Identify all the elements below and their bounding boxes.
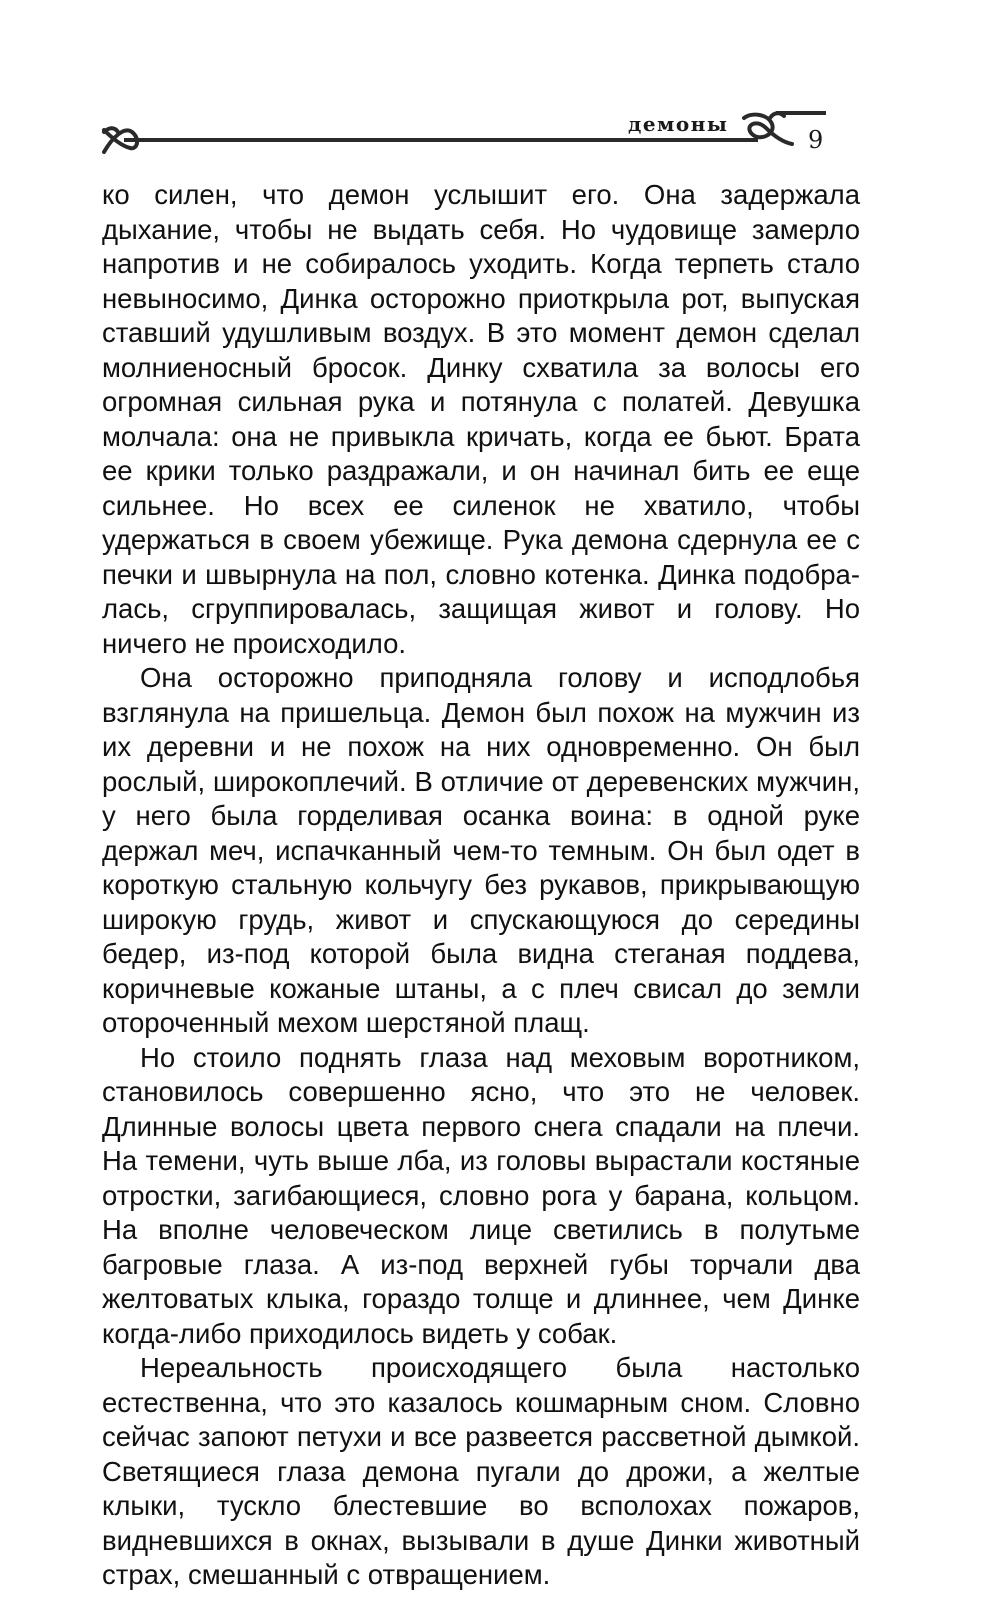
running-head — [0, 0, 1000, 180]
page-number: 9 — [808, 126, 824, 154]
paragraph-continued: ко силен, что демон услышит его. Она задержала дыхание, чтобы не выдать себя. Но чудовище замерло напротив и не собиралось уходить. Когда терпеть стало невыносимо, Динка осторожно приоткрыла рот, выпуская ставший удушливым воздух. В это момент демон сделал молниеносный бросок. Динку схватила за волосы его огромная сильная рука и потянула с полатей. Девушка молчала: она не привыкла кричать, когда ее бьют. Брата ее крики только раздражали, и он начинал бить ее еще сильнее. Но всех ее силенок не хватило, чтобы удержаться в своем убежище. Рука демона сдернула ее с печки и швырнула на пол, словно котенка. Динка подобралась, сгруппировалась, защищая живот и голову. Но ничего не происходило. — [102, 179, 860, 659]
header-ornament — [0, 0, 1000, 180]
paragraph: Нереальность происходящего была настолько естественна, что это казалось кошмарным сном. Словно сейчас запоют петухи и все развеется рассветной дымкой. Светящиеся глаза демона пугали до дрожи, а желтые клыки, тускло блестевшие во всполохах пожаров, видневшихся в окнах, вызывали в душе Динки животный страх, смешанный с отвращением. — [102, 1352, 860, 1590]
paragraph: Она осторожно приподняла голову и исподлобья взглянула на пришельца. Демон был похож на мужчин из их деревни и не похож на них одновременно. Он был рослый, широкоплечий. В отличие от деревенских мужчин, у него была горделивая осанка воина: в одной руке держал меч, испачканный чем-то темным. Он был одет в короткую стальную кольчугу без рукавов, прикрывающую широкую грудь, живот и спускающуюся до середины бедер, из-под которой была видна стеганая поддева, коричневые кожаные штаны, а с плеч свисал до земли отороченный мехом шерстяной плащ. — [102, 662, 860, 1038]
header-rule-upper — [776, 111, 826, 115]
chapter-title: демоны — [628, 112, 729, 136]
body-text — [102, 178, 860, 1593]
header-rule — [124, 138, 758, 142]
paragraph: Но стоило поднять глаза над меховым воротником, становилось совершенно ясно, что это не человек. Длинные волосы цвета первого снега спадали на плечи. На темени, чуть выше лба, из головы вырастали костяные отростки, загибающиеся, словно рога у барана, кольцом. На вполне человеческом лице светились в полутьме багровые глаза. А из-под верхней губы торчали два желтоватых клыка, гораздо толще и длиннее, чем Динке когда-либо приходилось видеть у собак. — [102, 1041, 860, 1349]
